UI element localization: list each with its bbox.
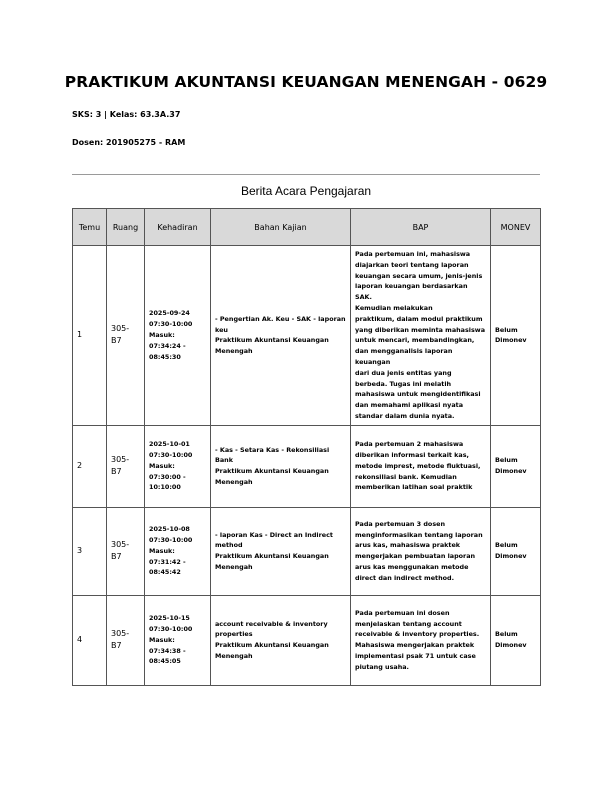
cell-temu: 1 (73, 246, 107, 426)
col-header-ruang: Ruang (107, 209, 145, 246)
cell-kehadiran: 2025-10-01 07:30-10:00 Masuk: 07:30:00 - 10:10:00 (145, 425, 211, 507)
cell-ruang: 305- B7 (107, 425, 145, 507)
divider (72, 174, 540, 175)
cell-temu: 2 (73, 425, 107, 507)
cell-temu: 3 (73, 507, 107, 595)
cell-kehadiran: 2025-10-15 07:30-10:00 Masuk: 07:34:38 - 08:45:05 (145, 595, 211, 685)
table-row (73, 595, 541, 685)
table-row (73, 507, 541, 595)
cell-bahan-kajian: account receivable & inventory properties Praktikum Akuntansi Keuangan Menengah (211, 595, 351, 685)
cell-bahan-kajian: - laporan Kas - Direct an Indirect method Praktikum Akuntansi Keuangan Menengah (211, 507, 351, 595)
document-title: PRAKTIKUM AKUNTANSI KEUANGAN MENENGAH - 0629 (64, 73, 548, 91)
cell-monev: Belum Dimonev (491, 425, 541, 507)
cell-bahan-kajian: - Pengertian Ak. Keu - SAK - laporan keu Praktikum Akuntansi Keuangan Menengah (211, 246, 351, 426)
teaching-record-table (72, 208, 541, 686)
cell-kehadiran: 2025-10-08 07:30-10:00 Masuk: 07:31:42 - 08:45:42 (145, 507, 211, 595)
cell-ruang: 305- B7 (107, 246, 145, 426)
sks-class-info (72, 110, 180, 119)
cell-bahan-kajian: - Kas - Setara Kas - Rekonsiliasi Bank Praktikum Akuntansi Keuangan Menengah (211, 425, 351, 507)
cell-monev: Belum Dimonev (491, 246, 541, 426)
col-header-bap: BAP (351, 209, 491, 246)
cell-temu: 4 (73, 595, 107, 685)
cell-monev: Belum Dimonev (491, 595, 541, 685)
lecturer-info (72, 138, 185, 147)
col-header-monev: MONEV (491, 209, 541, 246)
cell-monev: Belum Dimonev (491, 507, 541, 595)
cell-ruang: 305- B7 (107, 595, 145, 685)
table-row (73, 425, 541, 507)
sks-class-text: SKS: 3 | Kelas: 63.3A.37 (72, 110, 181, 119)
cell-bap: Pada pertemuan 2 mahasiswa diberikan informasi terkait kas, metode imprest, metode fluktuasi, rekonsiliasi bank. Kemudian memberikan latihan soal praktik (351, 425, 491, 507)
lecturer-text: Dosen: 201905275 - RAM (72, 138, 186, 147)
section-title: Berita Acara Pengajaran (240, 184, 372, 198)
table-header-row (73, 209, 541, 246)
cell-bap: Pada pertemuan 3 dosen menginformasikan tentang laporan arus kas, mahasiswa praktek mengerjakan pembuatan laporan arus kas menggunakan metode direct dan indirect method. (351, 507, 491, 595)
cell-bap: Pada pertemuan ini, mahasiswa diajarkan teori tentang laporan keuangan secara umum, jenis-jenis laporan keuangan berdasarkan SAK. Kemudian melakukan praktikum, dalam modul praktikum yang diberikan meminta mahasiswa untuk mencari, membandingkan, dan mengganalisis laporan keuangan dari dua jenis entitas yang berbeda. Tugas ini melatih mahasiswa untuk mengidentifikasi dan memahami aplikasi nyata standar dalam dunia nyata. (351, 246, 491, 426)
cell-ruang: 305- B7 (107, 507, 145, 595)
cell-kehadiran: 2025-09-24 07:30-10:00 Masuk: 07:34:24 - 08:45:30 (145, 246, 211, 426)
table-row (73, 246, 541, 426)
cell-bap: Pada pertemuan ini dosen menjelaskan tentang account receivable & inventory properties. Mahasiswa mengerjakan praktek implementasi psak 71 untuk case piutang usaha. (351, 595, 491, 685)
col-header-bahan-kajian: Bahan Kajian (211, 209, 351, 246)
col-header-kehadiran: Kehadiran (145, 209, 211, 246)
col-header-temu: Temu (73, 209, 107, 246)
